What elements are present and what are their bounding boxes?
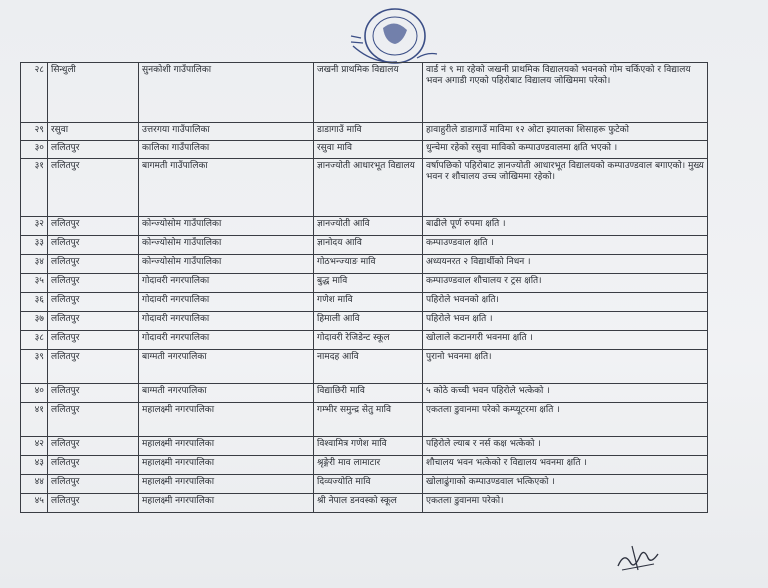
- district-cell: ललितपुर: [48, 456, 139, 475]
- school-cell: विद्याछिरी मावि: [314, 384, 423, 403]
- table-row: [21, 274, 708, 293]
- table-row: [21, 255, 708, 274]
- district-cell: ललितपुर: [48, 331, 139, 350]
- municipality-cell: कालिका गाउँपालिका: [139, 141, 314, 159]
- table-row: [21, 312, 708, 331]
- municipality-cell: महालक्ष्मी नगरपालिका: [139, 475, 314, 494]
- row-number: ३५: [21, 274, 48, 293]
- school-cell: ज्ञानज्योती आवि: [314, 217, 423, 236]
- row-number: २८: [21, 63, 48, 123]
- row-number: ४१: [21, 403, 48, 437]
- school-cell: ज्ञानज्योती आधारभूत विद्यालय: [314, 159, 423, 217]
- school-cell: गोदावरी रेजिडेन्ट स्कूल: [314, 331, 423, 350]
- table-row: [21, 475, 708, 494]
- table-row: [21, 217, 708, 236]
- damage-description-cell: खोलाले कटानगरी भवनमा क्षति ।: [423, 331, 708, 350]
- district-cell: रसुवा: [48, 123, 139, 141]
- table-row: [21, 63, 708, 123]
- table-row: [21, 437, 708, 456]
- district-cell: ललितपुर: [48, 236, 139, 255]
- school-cell: गणेश मावि: [314, 293, 423, 312]
- municipality-cell: महालक्ष्मी नगरपालिका: [139, 456, 314, 475]
- district-cell: ललितपुर: [48, 494, 139, 513]
- damage-description-cell: कम्पाउण्डवाल क्षति ।: [423, 236, 708, 255]
- handwritten-signature: [612, 540, 662, 574]
- municipality-cell: गोदावरी नगरपालिका: [139, 331, 314, 350]
- district-cell: ललितपुर: [48, 437, 139, 456]
- school-cell: दिव्यज्योति मावि: [314, 475, 423, 494]
- school-damage-table: [20, 62, 708, 513]
- row-number: ४२: [21, 437, 48, 456]
- municipality-cell: कोन्ज्योसोम गाउँपालिका: [139, 236, 314, 255]
- school-cell: विश्वामित्र गणेश मावि: [314, 437, 423, 456]
- table-row: [21, 159, 708, 217]
- municipality-cell: बागमती गाउँपालिका: [139, 159, 314, 217]
- table-row: [21, 456, 708, 475]
- row-number: ४३: [21, 456, 48, 475]
- district-cell: ललितपुर: [48, 403, 139, 437]
- damage-description-cell: ५ कोठे कच्ची भवन पहिरोले भत्केको ।: [423, 384, 708, 403]
- district-cell: ललितपुर: [48, 293, 139, 312]
- row-number: ३९: [21, 350, 48, 384]
- damage-description-cell: धुन्चेमा रहेको रसुवा माविको कम्पाउण्डवालमा क्षति भएको ।: [423, 141, 708, 159]
- district-cell: ललितपुर: [48, 475, 139, 494]
- school-cell: गम्भीर समुन्द्र सेतु मावि: [314, 403, 423, 437]
- district-cell: ललितपुर: [48, 350, 139, 384]
- table-row: [21, 141, 708, 159]
- municipality-cell: सुनकोशी गाउँपालिका: [139, 63, 314, 123]
- row-number: ३६: [21, 293, 48, 312]
- school-cell: हिमाली आवि: [314, 312, 423, 331]
- district-cell: ललितपुर: [48, 141, 139, 159]
- row-number: ३०: [21, 141, 48, 159]
- row-number: ३३: [21, 236, 48, 255]
- row-number: ४५: [21, 494, 48, 513]
- row-number: ३४: [21, 255, 48, 274]
- row-number: ४४: [21, 475, 48, 494]
- damage-description-cell: वार्ड नं ९ मा रहेको जखनी प्राथमिक विद्यालयको भवनको गोम चर्किएको र विद्यालय भवन अगाडी गएको पहिरोबाट विद्यालय जोखिममा परेको।: [423, 63, 708, 123]
- district-cell: ललितपुर: [48, 274, 139, 293]
- municipality-cell: उत्तरगया गाउँपालिका: [139, 123, 314, 141]
- row-number: ३२: [21, 217, 48, 236]
- school-cell: श्रृङ्गेरी माव लामाटार: [314, 456, 423, 475]
- school-cell: ज्ञानोदय आवि: [314, 236, 423, 255]
- damage-description-cell: एकतला डुवानमा परेको कम्प्यूटरमा क्षति ।: [423, 403, 708, 437]
- school-cell: जखनी प्राथमिक विद्यालय: [314, 63, 423, 123]
- school-cell: गोठभन्ज्याङ मावि: [314, 255, 423, 274]
- damage-description-cell: वर्षापछिको पहिरोबाट ज्ञानज्योती आधारभूत विद्यालयको कम्पाउण्डवाल बगाएको। मुख्य भवन र शौचालय उच्च जोखिममा रहेको।: [423, 159, 708, 217]
- district-cell: ललितपुर: [48, 217, 139, 236]
- school-cell: श्री नेपाल डनवस्को स्कूल: [314, 494, 423, 513]
- school-cell: डाडागाउँ मावि: [314, 123, 423, 141]
- municipality-cell: कोन्ज्योसोम गाउँपालिका: [139, 217, 314, 236]
- damage-description-cell: बाढीले पूर्ण रुपमा क्षति ।: [423, 217, 708, 236]
- damage-description-cell: पहिरोले ल्याब र नर्स कक्ष भत्केको ।: [423, 437, 708, 456]
- table-row: [21, 123, 708, 141]
- district-cell: ललितपुर: [48, 312, 139, 331]
- table-row: [21, 350, 708, 384]
- school-cell: रसुवा मावि: [314, 141, 423, 159]
- row-number: ३८: [21, 331, 48, 350]
- municipality-cell: महालक्ष्मी नगरपालिका: [139, 437, 314, 456]
- school-cell: बुद्ध मावि: [314, 274, 423, 293]
- damage-description-cell: एकतला डुवानमा परेको।: [423, 494, 708, 513]
- municipality-cell: गोदावरी नगरपालिका: [139, 274, 314, 293]
- damage-description-cell: कम्पाउण्डवाल शौचालय र ट्रस क्षति।: [423, 274, 708, 293]
- damage-description-cell: खोलाढुंगाको कम्पाउण्डवाल भत्किएको ।: [423, 475, 708, 494]
- official-seal-stamp: [345, 6, 445, 68]
- row-number: ४०: [21, 384, 48, 403]
- district-cell: ललितपुर: [48, 159, 139, 217]
- damage-description-cell: पहिरोले भवन क्षति ।: [423, 312, 708, 331]
- row-number: ३१: [21, 159, 48, 217]
- municipality-cell: कोन्ज्योसोम गाउँपालिका: [139, 255, 314, 274]
- municipality-cell: गोदावरी नगरपालिका: [139, 293, 314, 312]
- table-row: [21, 293, 708, 312]
- table-row: [21, 331, 708, 350]
- damage-description-cell: पहिरोले भवनको क्षति।: [423, 293, 708, 312]
- table-row: [21, 403, 708, 437]
- district-cell: ललितपुर: [48, 255, 139, 274]
- row-number: २९: [21, 123, 48, 141]
- table-row: [21, 494, 708, 513]
- municipality-cell: गोदावरी नगरपालिका: [139, 312, 314, 331]
- row-number: ३७: [21, 312, 48, 331]
- district-cell: ललितपुर: [48, 384, 139, 403]
- school-cell: नामदह आवि: [314, 350, 423, 384]
- municipality-cell: महालक्ष्मी नगरपालिका: [139, 403, 314, 437]
- district-cell: सिन्धुली: [48, 63, 139, 123]
- damage-description-cell: पुरानो भवनमा क्षति।: [423, 350, 708, 384]
- table-body: [21, 63, 708, 513]
- damage-description-cell: अध्ययनरत २ विद्यार्थीको निधन ।: [423, 255, 708, 274]
- municipality-cell: बाग्मती नगरपालिका: [139, 350, 314, 384]
- municipality-cell: महालक्ष्मी नगरपालिका: [139, 494, 314, 513]
- municipality-cell: बाग्मती नगरपालिका: [139, 384, 314, 403]
- table-row: [21, 236, 708, 255]
- damage-description-cell: शौचालय भवन भत्केको र विद्यालय भवनमा क्षति ।: [423, 456, 708, 475]
- table-row: [21, 384, 708, 403]
- damage-description-cell: हावाहुरीले डाडागाउँ माविमा १२ ओटा झ्यालका शिसाहरू फुटेको: [423, 123, 708, 141]
